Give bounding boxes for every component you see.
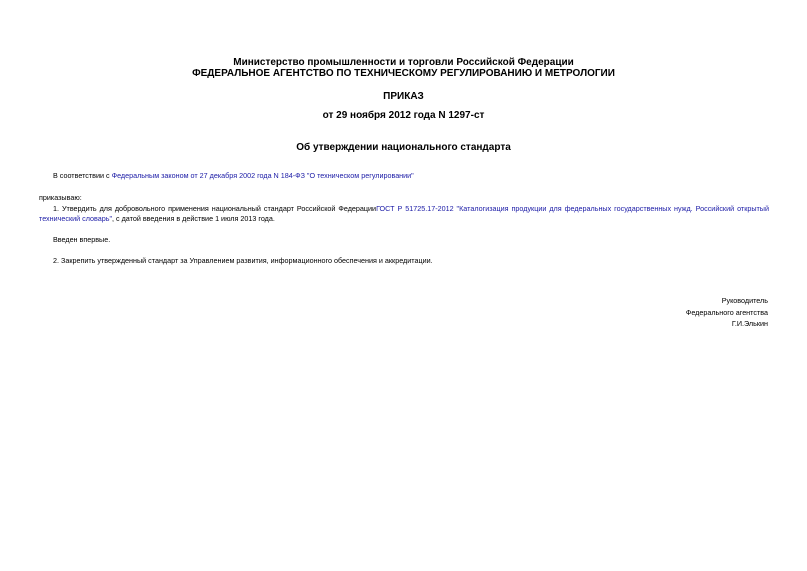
item-1-suffix: , с датой введения в действие 1 июля 2013 года. xyxy=(112,214,275,223)
document-subject: Об утверждении национального стандарта xyxy=(296,142,511,153)
ministry-name: Министерство промышленности и торговли Российской Федерации xyxy=(233,57,574,68)
item-1-prefix: 1. Утвердить для добровольного применения национальный стандарт Российской Федерации xyxy=(53,204,377,213)
signature-name: Г.И.Элькин xyxy=(731,319,768,328)
signature-position-line-1: Руководитель xyxy=(721,296,768,305)
basis-prefix: В соответствии с xyxy=(53,171,112,180)
document-type: ПРИКАЗ xyxy=(383,91,424,102)
federal-law-link[interactable]: Федеральным законом от 27 декабря 2002 года N 184-ФЗ "О техническом регулировании" xyxy=(111,171,414,180)
document-date-number: от 29 ноября 2012 года N 1297-ст xyxy=(322,110,485,121)
signature-position-line-2: Федерального агентства xyxy=(685,308,768,317)
item-1-paragraph xyxy=(39,204,769,224)
order-word: приказываю: xyxy=(39,193,82,202)
item-2-paragraph: 2. Закрепить утвержденный стандарт за Управлением развития, информационного обеспечения и аккредитации. xyxy=(53,256,433,265)
agency-name: ФЕДЕРАЛЬНОЕ АГЕНТСТВО ПО ТЕХНИЧЕСКОМУ РЕГУЛИРОВАНИЮ И МЕТРОЛОГИИ xyxy=(192,68,615,79)
basis-paragraph xyxy=(53,171,414,181)
introduced-first-time: Введен впервые. xyxy=(53,235,111,244)
gost-standard-link[interactable]: ГОСТ Р 51725.17-2012 "Каталогизация продукции для федеральных государственных нужд. Российский открытый технический словарь" xyxy=(39,204,769,223)
